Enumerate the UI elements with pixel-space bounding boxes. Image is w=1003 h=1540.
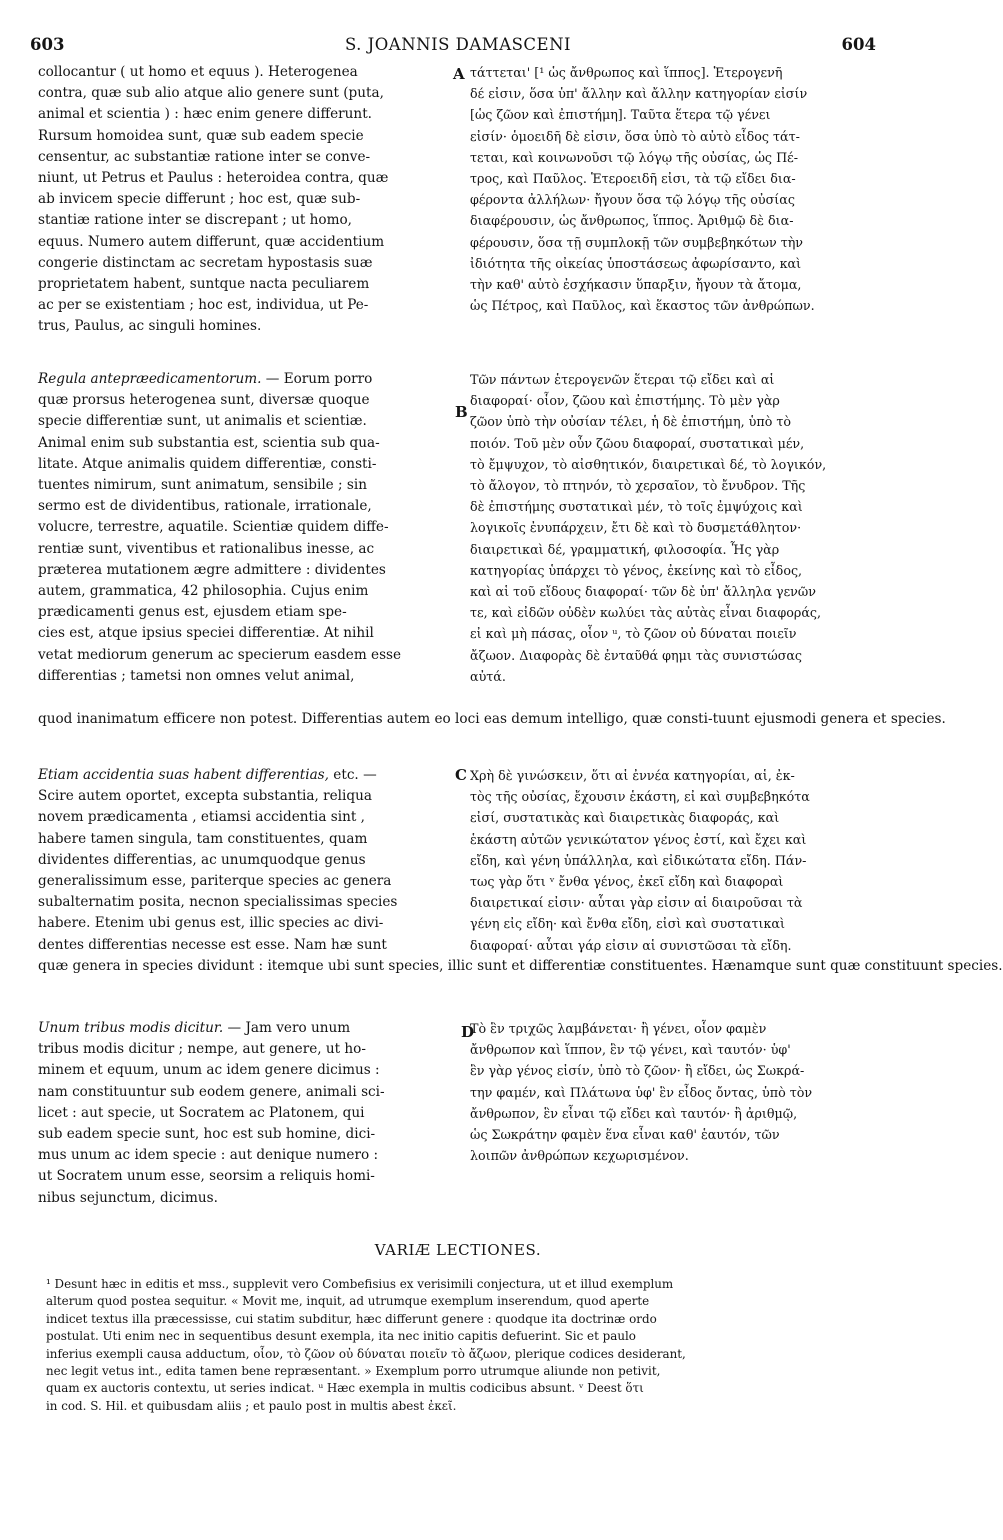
- latin-paragraph-d-first-line: Unum tribus modis dicitur. — Jam vero unum: [38, 1020, 351, 1036]
- text-line: διαφοραί· αὗται γάρ εἰσιν αἱ συνιστῶσαι τὰ εἴδη.: [470, 937, 792, 953]
- margin-letter-c: C: [455, 766, 467, 784]
- text-line: inferius exempli causa adductum, οἷον, τὸ ζῶον οὐ δύναται ποιεῖν τὸ ἄζωον, plerique codices desiderant,: [46, 1346, 686, 1361]
- text-line: ἓν γὰρ γένος εἰσίν, ὑπὸ τὸ ζῶον· ἢ εἴδει, ὡς Σωκρά-: [470, 1063, 805, 1079]
- text-line: ποιόν. Τοῦ μὲν οὖν ζῶου διαφοραί, συστατικαὶ μέν,: [470, 435, 805, 451]
- text-line: litate. Atque animalis quidem differentiæ, consti-: [38, 455, 377, 472]
- text-line: [ὡς ζῶον καὶ ἐπιστήμη]. Ταῦτα ἕτερα τῷ γένει: [470, 107, 771, 123]
- text-line: τρος, καὶ Παῦλος. Ἑτεροειδῆ εἰσι, τὰ τῷ εἴδει δια-: [470, 171, 796, 187]
- text-line: vetat mediorum generum ac specierum easdem esse: [38, 646, 402, 663]
- text-line: Animal enim sub substantia est, scientia sub qua-: [38, 434, 380, 451]
- text-line: αὐτά.: [470, 668, 506, 684]
- text-line: indicet textus illa præcessisse, cui statim subditur, hæc differunt genere : quodque ita doctrinæ ordo: [46, 1311, 657, 1326]
- text-line: φέρουσιν, ὅσα τῇ συμπλοκῇ τῶν συμβεβηκότων τὴν: [470, 234, 804, 250]
- text-line: ἰδιότητα τῆς οἰκείας ὑποστάσεως ἀφωρίσαντο, καὶ: [470, 255, 802, 271]
- text-line: subalternatim posita, necnon specialissimas species: [38, 894, 398, 911]
- text-line: nam constituuntur sub eodem genere, animali sci-: [38, 1083, 385, 1100]
- text-line: mus unum ac idem specie : aut denique numero :: [38, 1147, 379, 1164]
- page-number-right: 604: [841, 35, 876, 54]
- text-line: ὡς Σωκράτην φαμὲν ἕνα εἶναι καθ' ἑαυτόν, τῶν: [470, 1127, 780, 1143]
- text-line: τε, καὶ εἰδῶν οὐδὲν κωλύει τὰς αὐτὰς εἶναι διαφοράς,: [470, 605, 822, 621]
- text-line: την φαμέν, καὶ Πλάτωνα ὑφ' ἓν εἶδος ὄντας, ὑπὸ τὸν: [470, 1084, 813, 1100]
- text-line: in cod. S. Hil. et quibusdam aliis ; et paulo post in multis abest ἐκεῖ.: [46, 1398, 457, 1413]
- text-line: quam ex auctoris contextu, ut series indicat. ᵘ Hæc exempla in multis codicibus absunt. ᵛ Deest ὅτι: [46, 1381, 644, 1396]
- text-line: λοιπῶν ἀνθρώπων κεχωρισμένον.: [470, 1148, 689, 1164]
- text-line: cies est, atque ipsius speciei differentiæ. At nihil: [38, 625, 374, 642]
- text-line: τάττεται' [¹ ὡς ἄνθρωπος καὶ ἵππος]. Ἑτερογενῆ: [470, 65, 783, 80]
- text-line: Scire autem oportet, excepta substantia, reliqua: [38, 788, 372, 805]
- text-line: autem, grammatica, 42 philosophia. Cujus enim: [38, 583, 369, 600]
- text-line: εἰσί, συστατικὰς καὶ διαιρετικὰς διαφοράς, καὶ: [470, 810, 780, 826]
- text-line: sub eadem specie sunt, hoc est sub homine, dici-: [38, 1126, 376, 1143]
- text-line: niunt, ut Petrus et Paulus : heteroidea contra, quæ: [38, 170, 389, 187]
- text-line: contra, quæ sub alio atque alio genere sunt (puta,: [38, 85, 384, 102]
- greek-column-b: [470, 369, 880, 687]
- text-line: τὸ ἔμψυχον, τὸ αἰσθητικόν, διαιρετικαὶ δέ, τὸ λογικόν,: [470, 456, 827, 472]
- text-line: tuentes nimirum, sunt animatum, sensibile ; sin: [38, 477, 368, 494]
- text-line: τὴν καθ' αὑτὸ ἐσχήκασιν ὕπαρξιν, ἤγουν τὰ ἄτομα,: [470, 277, 802, 293]
- text-line: ut Socratem unum esse, seorsim a reliquis homi-: [38, 1168, 375, 1185]
- text-line: λογικοῖς ἐνυπάρχειν, ἔτι δὲ καὶ τὸ δυσμετάθλητον·: [470, 520, 802, 536]
- text-line: ἄζωον. Διαφορὰς δὲ ἐνταῦθά φημι τὰς συνιστώσας: [470, 647, 803, 663]
- text-line: novem prædicamenta , etiamsi accidentia sint ,: [38, 809, 365, 826]
- latin-lines-b: [38, 390, 454, 687]
- text-line: δέ εἰσιν, ὅσα ὑπ' ἄλλην καὶ ἄλλην κατηγορίαν εἰσίν: [470, 86, 808, 102]
- margin-letter-a: A: [453, 65, 465, 83]
- text-line: nibus sejunctum, dicimus.: [38, 1189, 218, 1206]
- text-line: stantiæ ratione inter se discrepant ; ut homo,: [38, 212, 352, 229]
- text-line: καὶ αἱ τοῦ εἴδους διαφοραί· τῶν δὲ ὑπ' ἄλληλα γενῶν: [470, 584, 816, 600]
- text-line: Τῶν πάντων ἑτερογενῶν ἕτεραι τῷ εἴδει καὶ αἱ: [470, 372, 775, 387]
- full-width-lines-b: [38, 709, 946, 730]
- text-line: εἰσίν· ὁμοειδῆ δὲ εἰσιν, ὅσα ὑπὸ τὸ αὐτὸ εἶδος τάτ-: [470, 128, 800, 144]
- text-line: εἰ καὶ μὴ πάσας, οἷον ᵘ, τὸ ζῶον οὐ δύναται ποιεῖν: [470, 626, 797, 642]
- latin-paragraph-c-first-line: Etiam accidentia suas habent differentias, etc. —: [38, 767, 377, 783]
- text-line: ac per se existentiam ; hoc est, individua, ut Pe-: [38, 297, 369, 314]
- text-line: δὲ ἐπιστήμης συστατικαὶ μέν, τὸ τοῖς ἐμψύχοις καὶ: [470, 499, 803, 515]
- text-line: διαιρετικαί εἰσιν· αὗται γὰρ εἰσιν αἱ διαιροῦσαι τὰ: [470, 895, 803, 911]
- text-line: φέροντα ἀλλήλων· ἤγουν ὅσα τῷ λόγῳ τῆς οὐσίας: [470, 192, 795, 208]
- text-line: rentiæ sunt, viventibus et rationalibus inesse, ac: [38, 540, 375, 557]
- text-line: ab invicem specie differunt ; hoc est, quæ sub-: [38, 191, 361, 208]
- text-line: habere. Etenim ubi genus est, illic species ac divi-: [38, 915, 384, 932]
- text-line: ἄνθρωπον καὶ ἵππον, ἓν τῷ γένει, καὶ ταυτόν· ὑφ': [470, 1042, 791, 1058]
- greek-column-a: [470, 62, 880, 316]
- text-line: ἑκάστη αὐτῶν γενικώτατον γένος ἐστί, καὶ ἔχει καὶ: [470, 831, 807, 847]
- text-line: postulat. Uti enim nec in sequentibus desunt exempla, ita nec initio capitis defuerint. Sic et paulo: [46, 1329, 636, 1344]
- text-line: dividentes differentias, ac unumquodque genus: [38, 851, 366, 868]
- text-line: animal et scientia ) : hæc enim genere differunt.: [38, 106, 372, 123]
- text-line: quod inanimatum efficere non potest. Differentias autem eo loci eas demum intelligo, quæ consti-: [38, 711, 713, 727]
- text-line: quæ genera in species dividunt : itemque ubi sunt species, illic sunt et differentiæ constituentes. Hæ: [38, 958, 737, 974]
- text-line: ¹ Desunt hæc in editis et mss., supplevit vero Combefisius ex verisimili conjectura, ut et illud exemplum: [46, 1277, 674, 1291]
- full-width-lines-c: [38, 956, 1003, 977]
- latin-column-b: [38, 369, 454, 687]
- text-line: censentur, ac substantiæ ratione inter se conve-: [38, 148, 371, 165]
- variae-lectiones-notes: [46, 1276, 882, 1415]
- text-line: generalissimum esse, pariterque species ac genera: [38, 873, 392, 890]
- rule-heading: Regula antepræedicamentorum.: [38, 371, 262, 387]
- text-line: κατηγορίας ὑπάρχει τὸ γένος, ἐκείνης καὶ τὸ εἶδος,: [470, 562, 803, 578]
- text-line: collocantur ( ut homo et equus ). Heterogenea: [38, 64, 358, 80]
- latin-column-d: [38, 1018, 454, 1209]
- text-line: præterea mutationem ægre admittere : dividentes: [38, 561, 386, 578]
- text-line: congerie distinctam ac secretam hypostasis suæ: [38, 254, 373, 271]
- text-line: specie differentiæ sunt, ut animalis et scientiæ.: [38, 413, 367, 430]
- latin-column-c: [38, 765, 454, 956]
- text-line: διαιρετικαὶ δέ, γραμματική, φιλοσοφία. Ἧς γὰρ: [470, 541, 780, 557]
- latin-paragraph-b-first-line: Regula antepræedicamentorum. — Eorum porro: [38, 371, 373, 387]
- text-line: licet : aut specie, ut Socratem ac Platonem, qui: [38, 1104, 365, 1121]
- text-line: τὸς τῆς οὐσίας, ἔχουσιν ἑκάστη, εἰ καὶ συμβεβηκότα: [470, 789, 810, 805]
- latin-column-a: [38, 62, 454, 338]
- text-line: proprietatem habent, suntque nacta peculiarem: [38, 276, 370, 293]
- latin-lines-d: [38, 1039, 454, 1209]
- text-line: γένη εἰς εἴδη· καὶ ἔνθα εἴδη, εἰσὶ καὶ συστατικαὶ: [470, 916, 785, 932]
- margin-letter-b: B: [455, 403, 468, 421]
- text-line: Τὸ ἓν τριχῶς λαμβάνεται· ἢ γένει, οἷον φαμὲν: [470, 1021, 767, 1036]
- greek-column-c: [470, 765, 880, 956]
- text-line: Χρὴ δὲ γινώσκειν, ὅτι αἱ ἐννέα κατηγορίαι, αἱ, ἐκ-: [470, 768, 795, 783]
- page-title: S. JOANNIS DAMASCENI: [344, 35, 572, 54]
- text-line: differentias ; tametsi non omnes velut animal,: [38, 667, 355, 684]
- text-line: ἄνθρωπον, ἓν εἶναι τῷ εἴδει καὶ ταυτόν· ἢ ἀριθμῷ,: [470, 1105, 798, 1121]
- text-line: εἴδη, καὶ γένη ὑπάλληλα, καὶ εἰδικώτατα εἴδη. Πάν-: [470, 852, 807, 868]
- text-line: sermo est de dividentibus, rationale, irrationale,: [38, 498, 372, 515]
- text-line: τὸ ἄλογον, τὸ πτηνόν, τὸ χερσαῖον, τὸ ἔνυδρον. Τῆς: [470, 478, 806, 494]
- rule-heading: Unum tribus modis dicitur.: [38, 1020, 224, 1036]
- text-line: namque sunt quæ constituunt species.: [736, 958, 1003, 974]
- text-line: trus, Paulus, ac singuli homines.: [38, 318, 262, 335]
- text-line: ζῶον ὑπὸ τὴν οὐσίαν τέλει, ἡ δὲ ἐπιστήμη, ὑπὸ τὸ: [470, 414, 792, 430]
- margin-letter-d: D: [461, 1023, 475, 1041]
- text-line: habere tamen singula, tam constituentes, quam: [38, 830, 368, 847]
- text-line: tuunt ejusmodi genera et species.: [712, 711, 946, 727]
- text-line: διαφέρουσιν, ὡς ἄνθρωπος, ἵππος. Ἀριθμῷ δὲ δια-: [470, 213, 794, 229]
- text-line: διαφοραί· οἷον, ζῶου καὶ ἐπιστήμης. Τὸ μὲν γὰρ: [470, 393, 780, 409]
- text-line: ὡς Πέτρος, καὶ Παῦλος, καὶ ἕκαστος τῶν ἀνθρώπων.: [470, 298, 815, 314]
- rule-heading: Etiam accidentia suas habent differentias,: [38, 767, 329, 783]
- text-line: dentes differentias necesse est esse. Nam hæ sunt: [38, 936, 387, 953]
- page-number-left: 603: [30, 35, 65, 54]
- text-line: volucre, terrestre, aquatile. Scientiæ quidem diffe-: [38, 519, 389, 536]
- text-line: tribus modis dicitur ; nempe, aut genere, ut ho-: [38, 1041, 366, 1058]
- latin-lines-c: [38, 786, 454, 956]
- text-line: equus. Numero autem differunt, quæ accidentium: [38, 233, 385, 250]
- text-line: Rursum homoidea sunt, quæ sub eadem specie: [38, 127, 364, 144]
- text-line: minem et equum, unum ac idem genere dicimus :: [38, 1062, 380, 1079]
- variae-lectiones-heading: VARIÆ LECTIONES.: [374, 1241, 542, 1259]
- text-line: τεται, καὶ κοινωνοῦσι τῷ λόγῳ τῆς οὐσίας, ὡς Πέ-: [470, 149, 798, 165]
- text-line: nec legit vetus int., edita tamen bene repræsentant. » Exemplum porro utrumque aliunde non petivit,: [46, 1364, 661, 1379]
- text-line: quæ prorsus heterogenea sunt, diversæ quoque: [38, 392, 370, 409]
- text-line: prædicamenti genus est, ejusdem etiam spe-: [38, 604, 347, 621]
- text-line: alterum quod postea sequitur. « Movit me, inquit, ad utrumque exemplum inserendum, quod aperte: [46, 1294, 650, 1309]
- text-line: τως γὰρ ὅτι ᵛ ἔνθα γένος, ἐκεῖ εἴδη καὶ διαφοραὶ: [470, 874, 784, 890]
- greek-column-d: [470, 1018, 880, 1166]
